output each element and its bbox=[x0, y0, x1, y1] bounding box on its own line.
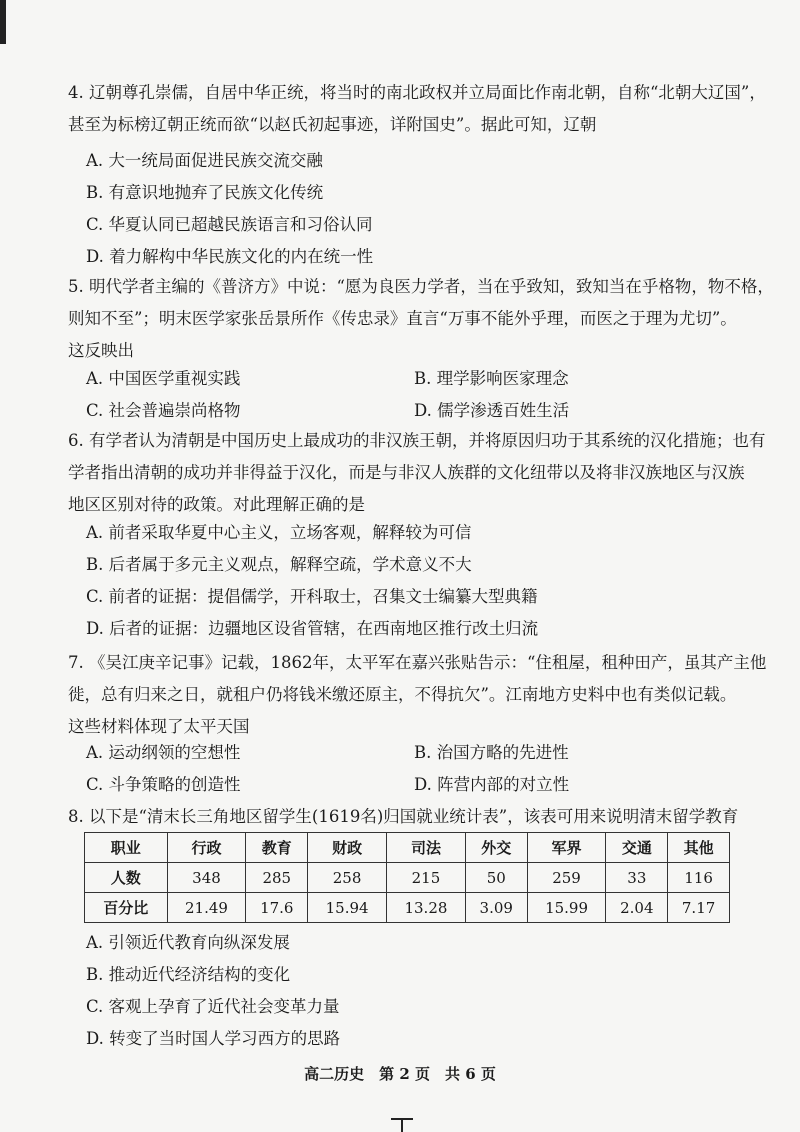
table-cell: 116 bbox=[668, 863, 730, 893]
question-5-option-c: C. 社会普遍崇尚格物 bbox=[86, 401, 241, 420]
table-header-cell: 职业 bbox=[85, 833, 168, 863]
table-cell: 15.94 bbox=[308, 893, 387, 923]
question-5 bbox=[68, 276, 774, 362]
question-5-stem-line-3: 这反映出 bbox=[68, 341, 134, 360]
question-8-option-c: C. 客观上孕育了近代社会变革力量 bbox=[86, 997, 340, 1016]
question-4 bbox=[68, 82, 766, 136]
table-cell: 7.17 bbox=[668, 893, 730, 923]
question-6-stem-line-2: 学者指出清朝的成功并非得益于汉化，而是与非汉人族群的文化纽带以及将非汉族地区与汉族 bbox=[68, 463, 745, 482]
table-header-cell: 财政 bbox=[308, 833, 387, 863]
question-5-option-b: B. 理学影响医家理念 bbox=[414, 369, 569, 388]
table-row-count bbox=[85, 863, 730, 893]
question-7-stem-line-1: 7. 《吴江庚辛记事》记载，1862年，太平军在嘉兴张贴告示：“住租屋，租种田产，虽其产主他 bbox=[68, 653, 767, 672]
question-6-option-d: D. 后者的证据：边疆地区设省管辖，在西南地区推行改土归流 bbox=[86, 619, 539, 638]
question-8-option-a: A. 引领近代教育向纵深发展 bbox=[86, 933, 290, 952]
table-cell: 285 bbox=[246, 863, 308, 893]
returnee-employment-table bbox=[84, 832, 730, 923]
table-cell: 17.6 bbox=[246, 893, 308, 923]
question-7-option-a: A. 运动纲领的空想性 bbox=[86, 743, 241, 762]
question-8-stem-line-1: 8. 以下是“清末长三角地区留学生(1619名)归国就业统计表”，该表可用来说明清末留学教育 bbox=[68, 807, 739, 826]
table-cell: 50 bbox=[465, 863, 527, 893]
binding-tick-mark bbox=[391, 1118, 413, 1132]
question-6-option-b: B. 后者属于多元主义观点，解释空疏，学术意义不大 bbox=[86, 555, 472, 574]
table-cell: 258 bbox=[308, 863, 387, 893]
table-header-cell: 教育 bbox=[246, 833, 308, 863]
table-cell: 15.99 bbox=[527, 893, 606, 923]
question-4-option-d: D. 着力解构中华民族文化的内在统一性 bbox=[86, 247, 374, 266]
table-cell: 215 bbox=[387, 863, 466, 893]
table-cell: 百分比 bbox=[85, 893, 168, 923]
question-7-option-d: D. 阵营内部的对立性 bbox=[414, 775, 570, 794]
table-row-percentage bbox=[85, 893, 730, 923]
question-4-option-b: B. 有意识地抛弃了民族文化传统 bbox=[86, 183, 324, 202]
table-header-cell: 司法 bbox=[387, 833, 466, 863]
question-6-stem-line-1: 6. 有学者认为清朝是中国历史上最成功的非汉族王朝，并将原因归功于其系统的汉化措施；也有 bbox=[68, 431, 766, 450]
question-7-stem-line-2: 徙，总有归来之日，就租户仍将钱米缴还原主，不得抗欠”。江南地方史料中也有类似记载。 bbox=[68, 685, 737, 704]
scan-edge-mark bbox=[0, 0, 6, 44]
question-4-option-a: A. 大一统局面促进民族交流交融 bbox=[86, 151, 323, 170]
table-cell: 人数 bbox=[85, 863, 168, 893]
page-footer: 高二历史 第 2 页 共 6 页 bbox=[304, 1065, 496, 1083]
table-header-cell: 行政 bbox=[167, 833, 246, 863]
question-8 bbox=[68, 806, 748, 828]
table-cell: 33 bbox=[606, 863, 668, 893]
table-header-row bbox=[85, 833, 730, 863]
question-5-stem-line-1: 5. 明代学者主编的《普济方》中说：“愿为良医力学者，当在乎致知，致知当在乎格物，物不格， bbox=[68, 277, 774, 296]
table-cell: 3.09 bbox=[465, 893, 527, 923]
question-6-option-c: C. 前者的证据：提倡儒学，开科取士，召集文士编纂大型典籍 bbox=[86, 587, 538, 606]
question-8-option-b: B. 推动近代经济结构的变化 bbox=[86, 965, 291, 984]
table-header-cell: 交通 bbox=[606, 833, 668, 863]
table-cell: 2.04 bbox=[606, 893, 668, 923]
question-6-stem-line-3: 地区区别对待的政策。对此理解正确的是 bbox=[68, 495, 365, 514]
table-header-cell: 外交 bbox=[465, 833, 527, 863]
table-cell: 259 bbox=[527, 863, 606, 893]
table-cell: 348 bbox=[167, 863, 246, 893]
table-cell: 13.28 bbox=[387, 893, 466, 923]
question-6 bbox=[68, 430, 766, 516]
question-4-stem-line-2: 甚至为标榜辽朝正统而欲“以赵氏初起事迹，详附国史”。据此可知，辽朝 bbox=[68, 115, 597, 134]
table-cell: 21.49 bbox=[167, 893, 246, 923]
question-4-stem-line-1: 4. 辽朝尊孔崇儒，自居中华正统，将当时的南北政权并立局面比作南北朝，自称“北朝大辽国”， bbox=[68, 83, 766, 102]
question-8-option-d: D. 转变了当时国人学习西方的思路 bbox=[86, 1029, 341, 1048]
question-4-option-c: C. 华夏认同已超越民族语言和习俗认同 bbox=[86, 215, 373, 234]
question-5-option-a: A. 中国医学重视实践 bbox=[86, 369, 241, 388]
question-7 bbox=[68, 652, 767, 738]
question-5-stem-line-2: 则知不至”；明末医学家张岳景所作《传忠录》直言“万事不能外乎理，而医之于理为尤切”。 bbox=[68, 309, 737, 328]
question-7-option-b: B. 治国方略的先进性 bbox=[414, 743, 569, 762]
table-header-cell: 其他 bbox=[668, 833, 730, 863]
question-7-option-c: C. 斗争策略的创造性 bbox=[86, 775, 241, 794]
question-7-stem-line-3: 这些材料体现了太平天国 bbox=[68, 717, 250, 736]
question-5-option-d: D. 儒学渗透百姓生活 bbox=[414, 401, 570, 420]
table-header-cell: 军界 bbox=[527, 833, 606, 863]
question-6-option-a: A. 前者采取华夏中心主义，立场客观，解释较为可信 bbox=[86, 523, 472, 542]
